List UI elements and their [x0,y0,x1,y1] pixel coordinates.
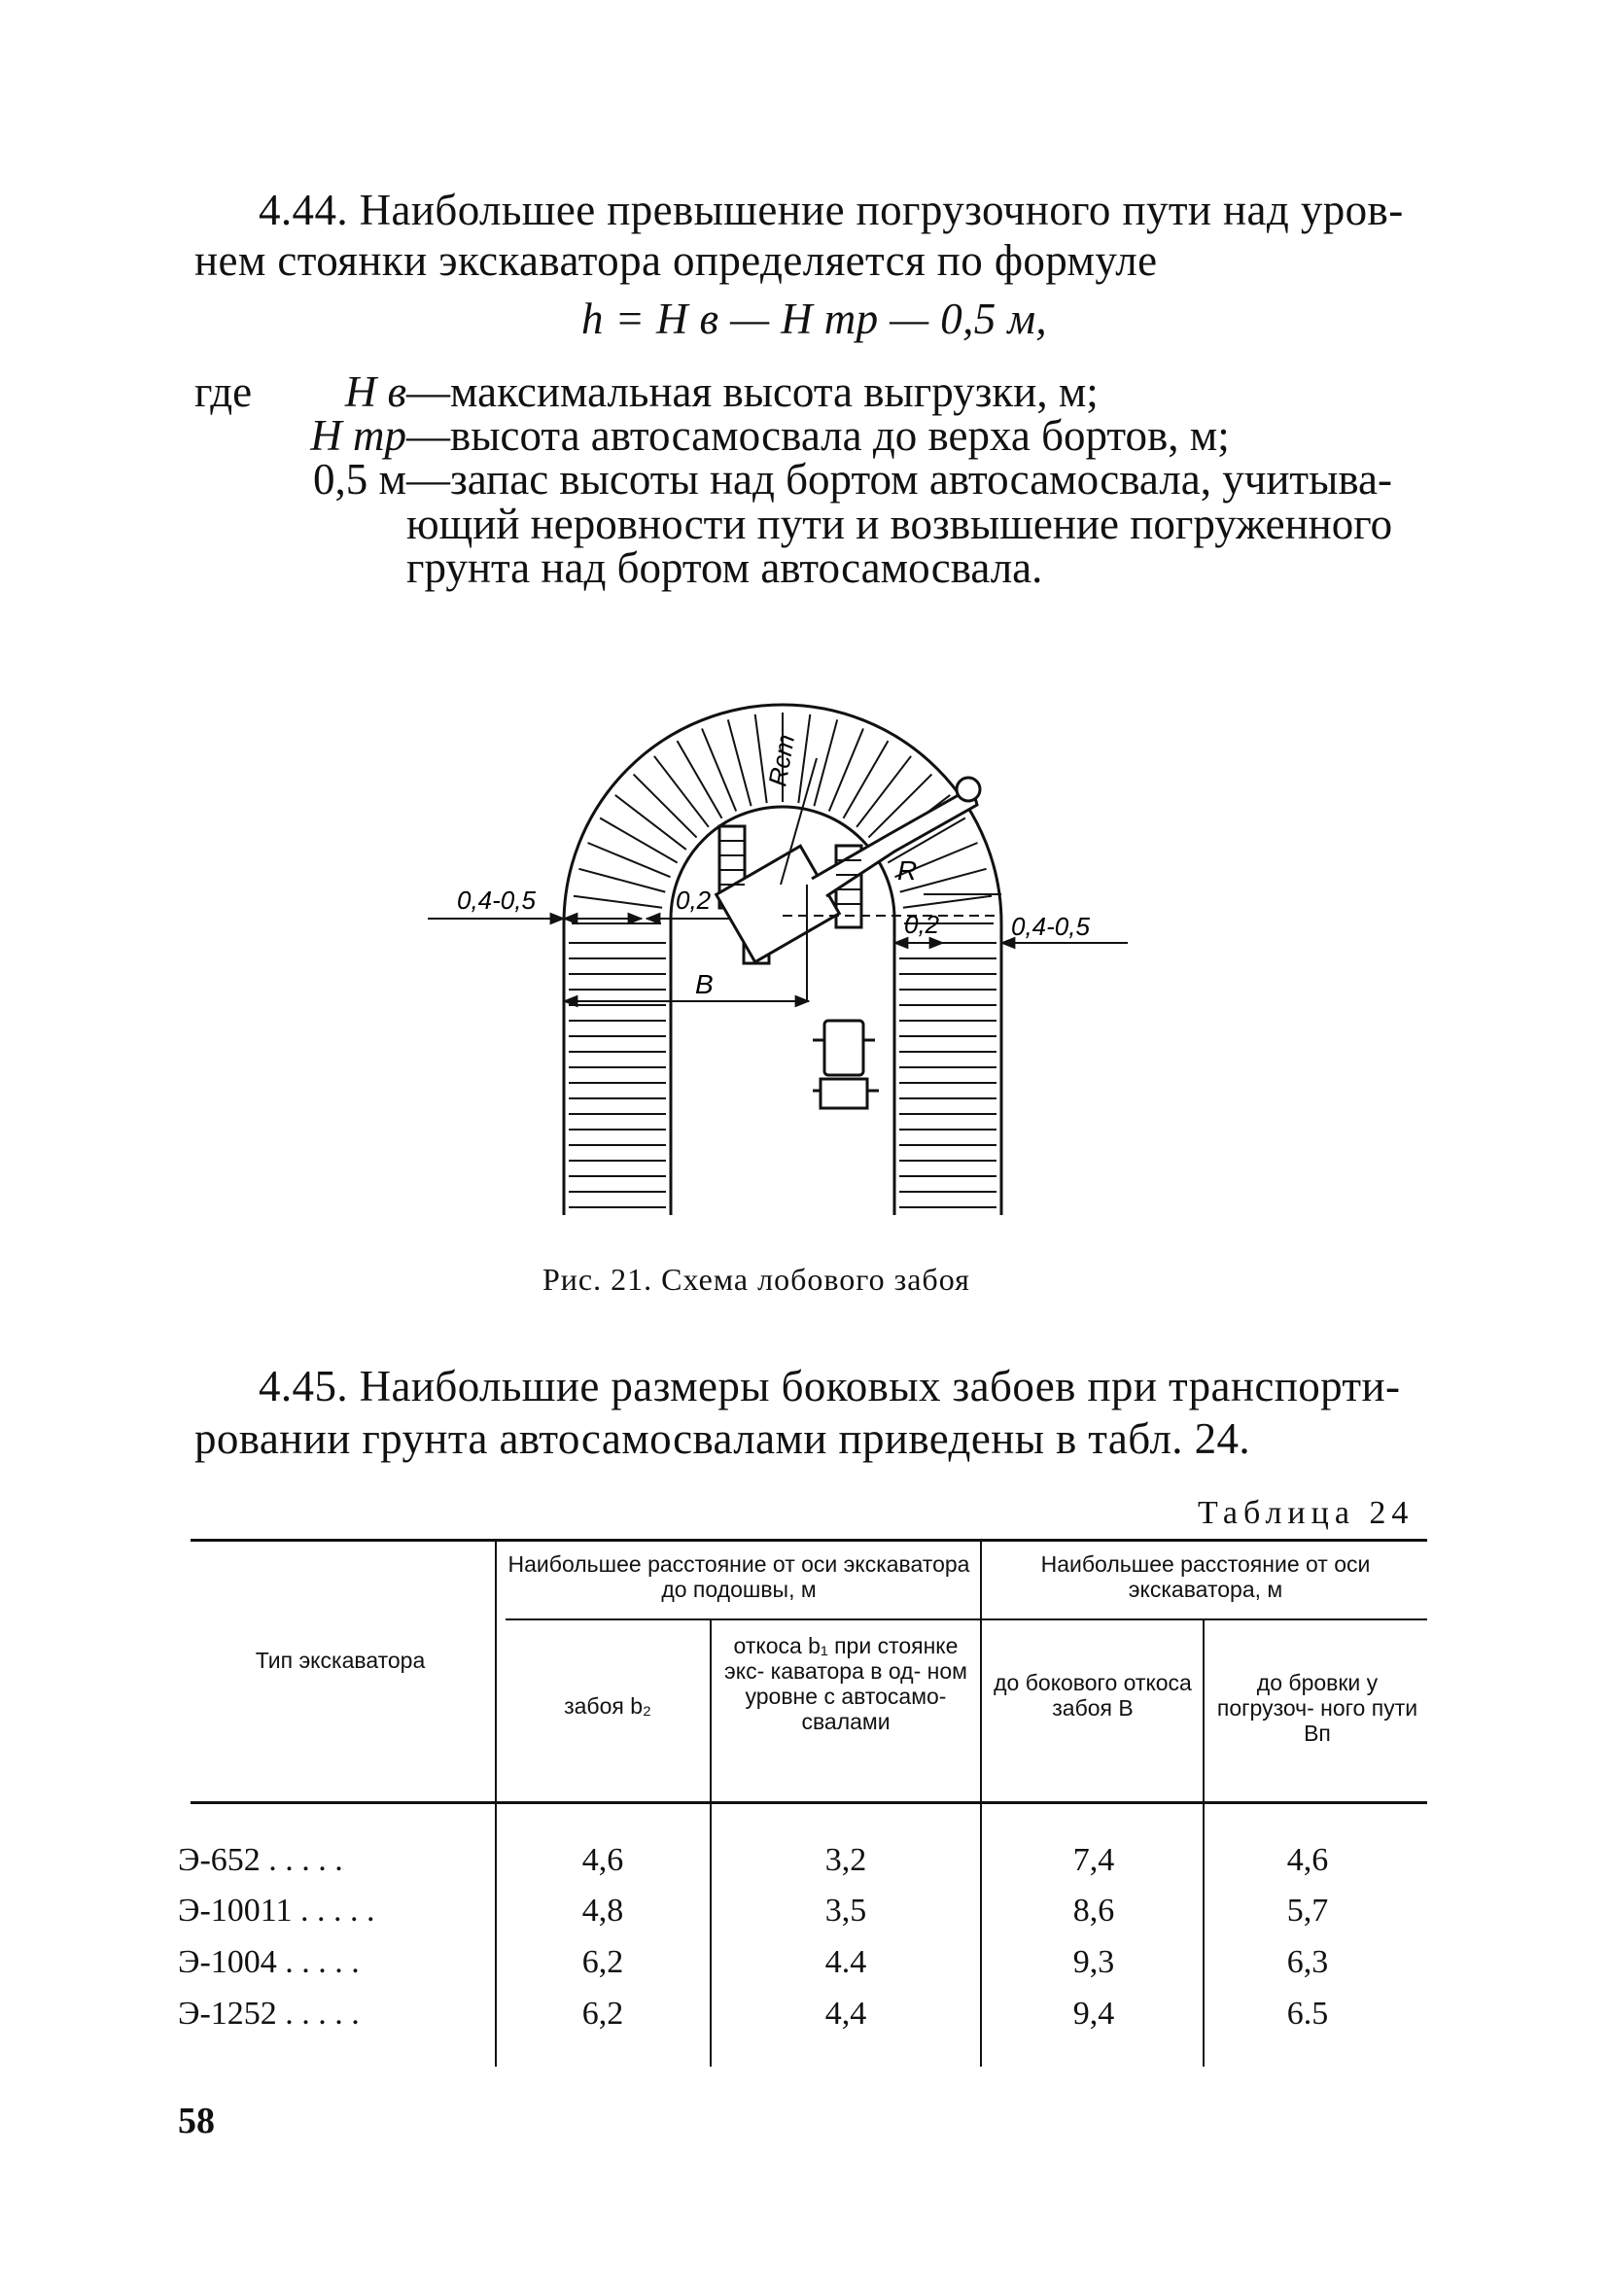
row-2-col4: 5,7 [1286,1893,1329,1929]
row-4-col4: 6.5 [1286,1996,1329,2032]
figure-caption: Рис. 21. Схема лобового забоя [542,1262,970,1297]
label-r: R [897,855,918,886]
hatch-line [578,869,665,892]
row-4-name: Э-1252 . . . . . [178,1996,360,2032]
hatch-line [728,719,752,806]
label-b: B [695,969,714,999]
row-2-col2: 3,5 [824,1893,867,1929]
hatch-line [844,741,889,818]
label-left-02: 0,2 [676,886,712,915]
label-left-clearance: 0,4-0,5 [457,886,536,915]
def-continuation-2: грунта над бортом автосамосвала. [406,543,1043,592]
def-text-05: —запас высоты над бортом автосамосвала, учитыва- [406,455,1392,504]
col-rule-2 [710,1619,712,2067]
hatch-line [678,741,722,818]
table-header-rule [191,1801,1427,1804]
paragraph-445-line1: 4.45. Наибольшие размеры боковых забоев при транспорти- [259,1362,1401,1410]
hatch-line [903,896,992,908]
row-1-col1: 4,6 [581,1842,624,1878]
hatch-line [829,729,863,812]
hatch-line [856,756,911,827]
header-type: Тип экскаватора [255,1648,426,1673]
col-rule-1 [495,1542,497,2067]
hatch-line [755,714,767,803]
label-right-02: 0,2 [904,910,940,939]
row-3-name: Э-1004 . . . . . [178,1944,360,1980]
row-3-col4: 6,3 [1286,1944,1329,1980]
row-1-name: Э-652 . . . . . [178,1842,343,1878]
header-col1: забоя b₂ [564,1693,651,1719]
label-rct: Rcт [762,732,801,789]
hatch-line [702,729,736,812]
row-4-col2: 4,4 [824,1996,867,2032]
header-col3: до бокового откоса забоя B [994,1670,1192,1721]
excavator-icon [717,778,980,963]
group1-rule [506,1618,980,1620]
header-col4: до бровки у погрузоч- ного пути Bп [1216,1670,1418,1746]
hatch-line [574,896,662,908]
def-symbol-05: 0,5 м [313,455,406,504]
def-symbol-hv: H в [344,367,406,416]
face-scheme-figure [428,642,1167,1225]
row-4-col3: 9,4 [1072,1996,1115,2032]
row-1-col4: 4,6 [1286,1842,1329,1878]
row-3-col2: 4.4 [824,1944,867,1980]
row-2-col1: 4,8 [581,1893,624,1929]
def-text-hv: —максимальная высота выгрузки, м; [406,367,1099,416]
header-group1: Наибольшее расстояние от оси экскаватора до подошвы, м [507,1551,970,1602]
hatch-line [634,775,697,838]
table-top-rule [191,1539,1427,1542]
paragraph-444-line2: нем стоянки экскаватора определяется по формуле [194,236,1158,285]
where-label: где [194,367,253,416]
header-col2: откоса b₁ при стоянке экс- каватора в од- ном уровне с автосамо- свалами [724,1633,967,1734]
row-4-col1: 6,2 [581,1996,624,2032]
row-2-name: Э-10011 . . . . . [178,1893,375,1929]
row-3-col3: 9,3 [1072,1944,1115,1980]
label-right-clearance: 0,4-0,5 [1011,912,1090,941]
header-group2: Наибольшее расстояние от оси экскаватора, м [1040,1551,1371,1602]
paragraph-444-line1: 4.44. Наибольшее превышение погрузочного пути над уров- [259,186,1404,234]
def-text-htr: —высота автосамосвала до верха бортов, м; [406,411,1230,460]
row-3-col1: 6,2 [581,1944,624,1980]
row-1-col3: 7,4 [1072,1842,1115,1878]
col-rule-3 [980,1542,982,2067]
row-2-col3: 8,6 [1072,1893,1115,1929]
col-rule-4 [1203,1619,1205,2067]
hatch-line [588,843,671,877]
hatch-line [615,795,686,850]
table-title: Таблица 24 [1198,1495,1415,1531]
page-number: 58 [178,2101,215,2141]
hatch-line [600,818,678,863]
hatch-line [654,756,709,827]
row-1-col2: 3,2 [824,1842,867,1878]
dump-truck-icon [813,1021,879,1108]
formula: h = H в — H тр — 0,5 м, [581,295,1048,343]
def-continuation-1: ющий неровности пути и возвышение погруженного [406,500,1393,548]
paragraph-445-line2: ровании грунта автосамосвалами приведены в табл. 24. [194,1414,1251,1463]
hatch-line [814,719,837,806]
def-symbol-htr: H тр [310,411,406,460]
